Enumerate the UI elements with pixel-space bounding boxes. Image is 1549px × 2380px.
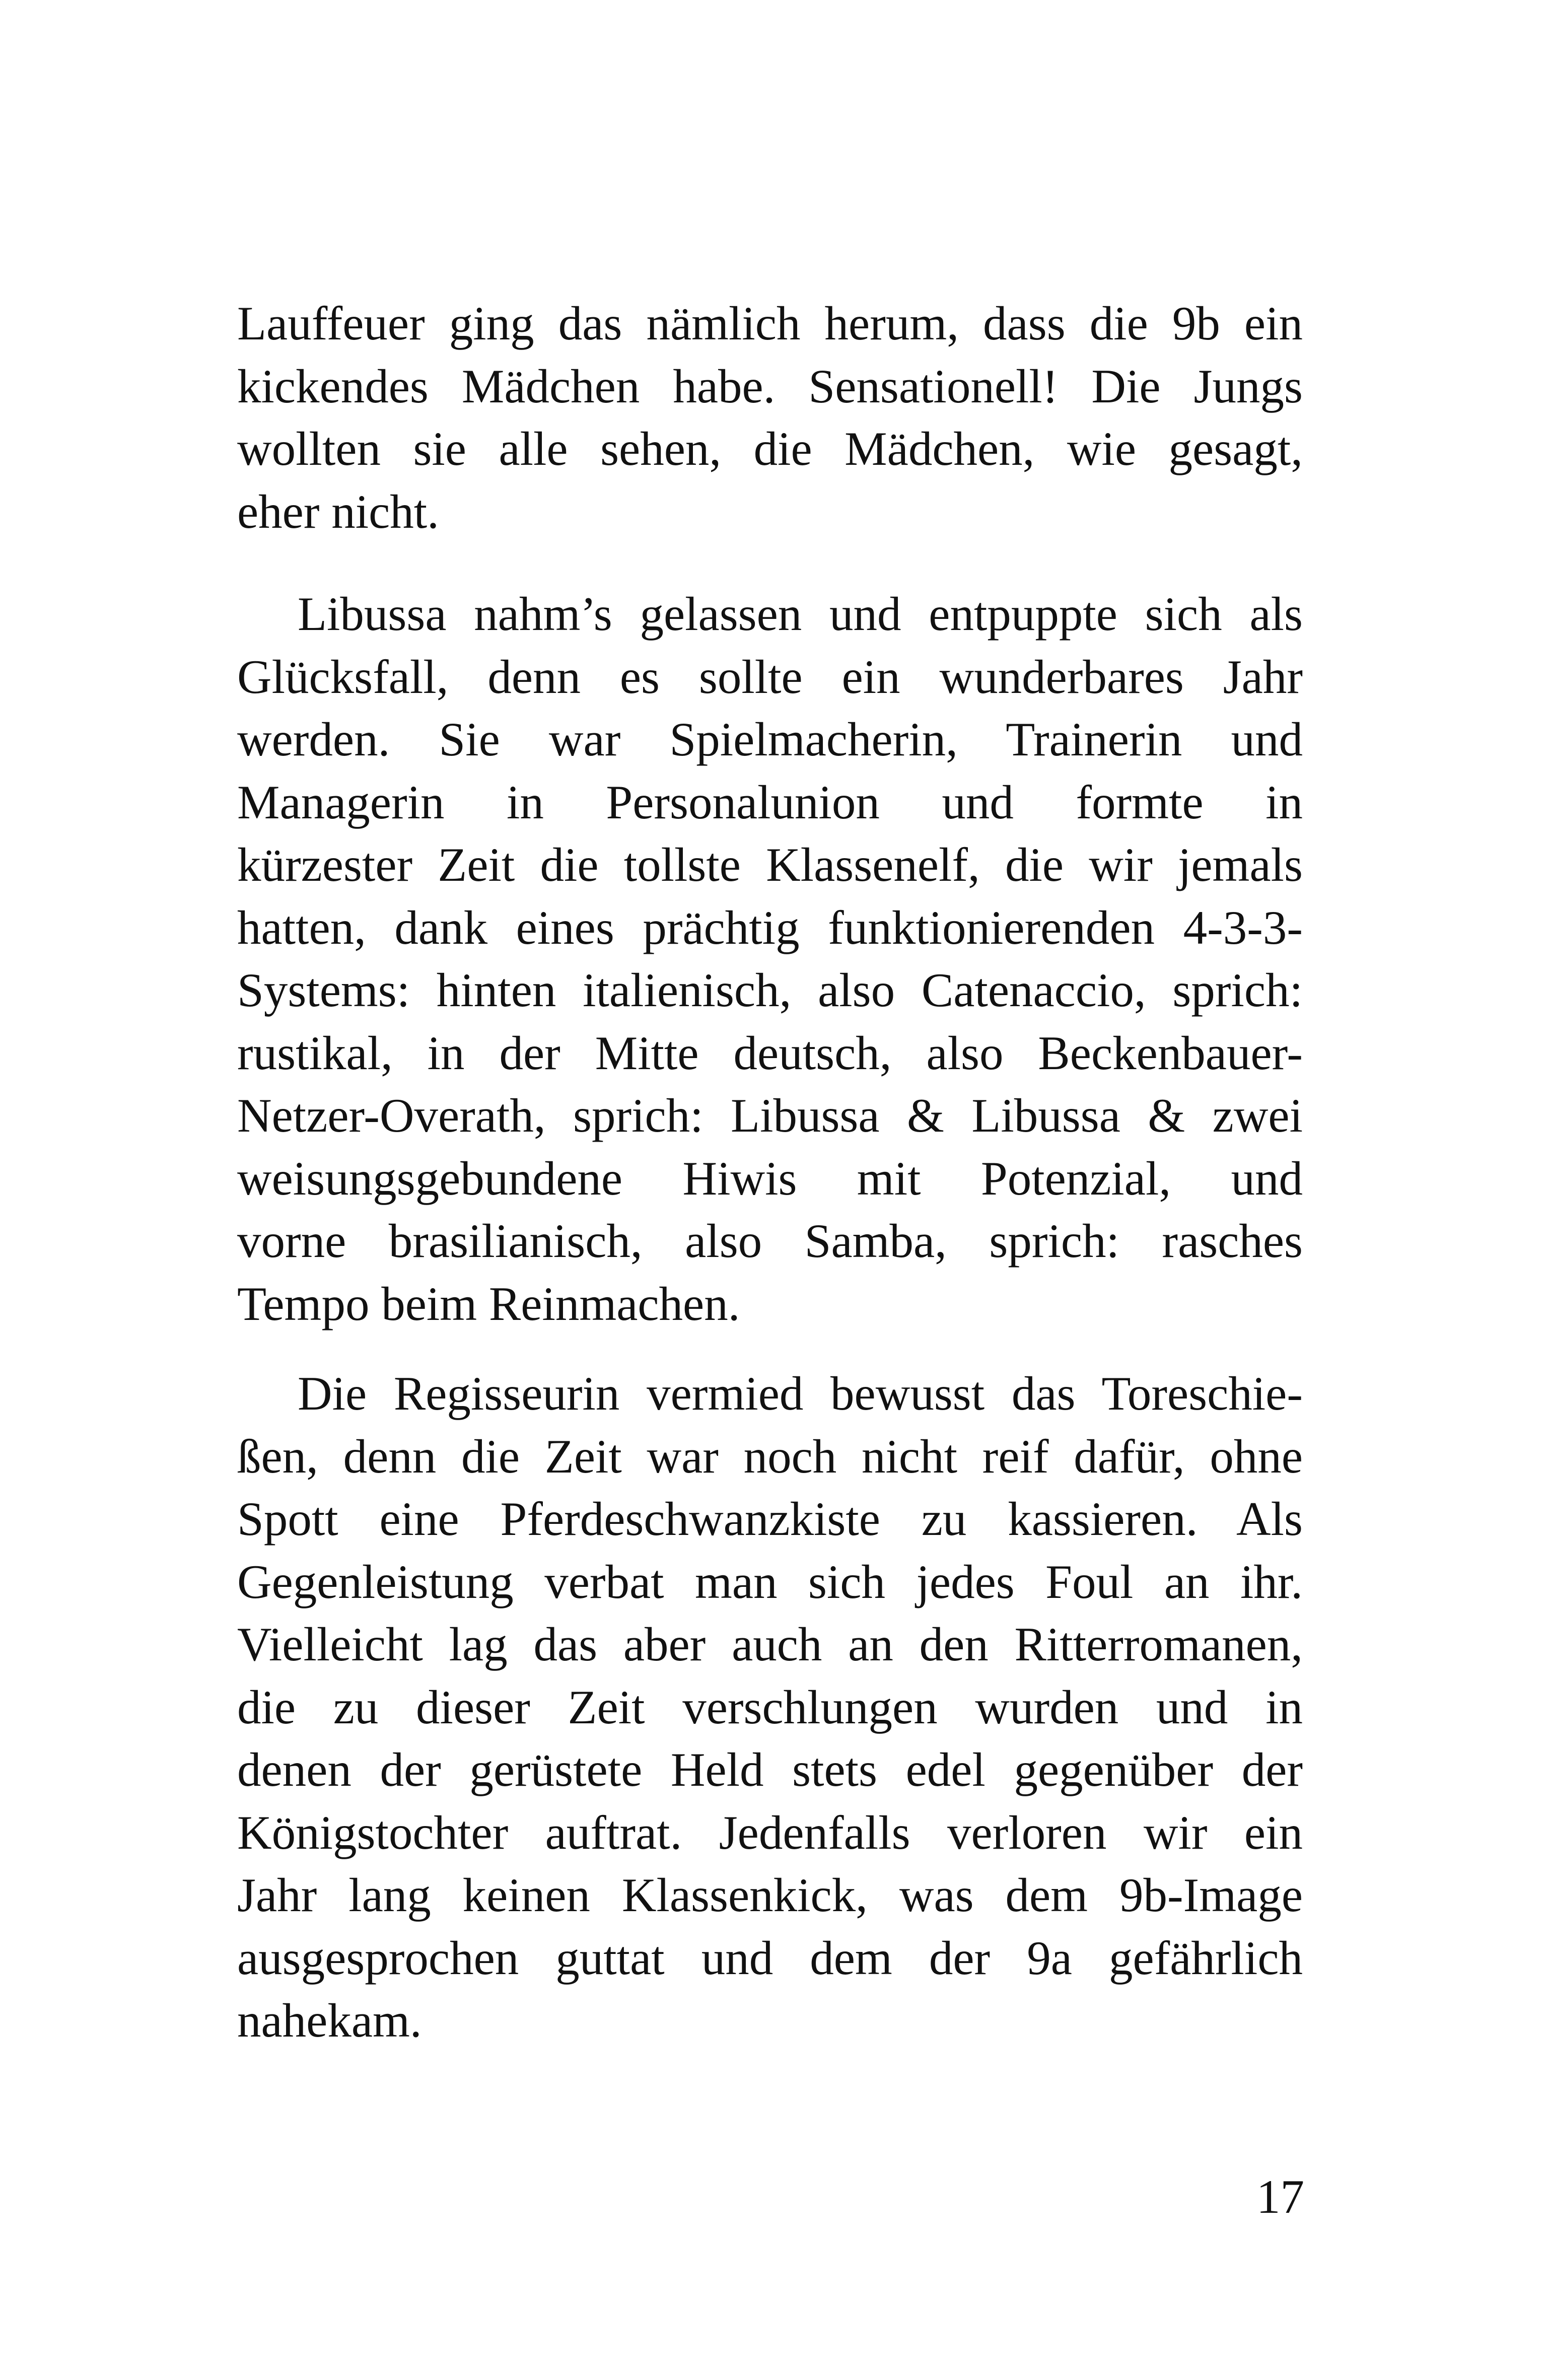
text-line: Vielleicht lag das aber auch an den Ritterromanen, bbox=[237, 1618, 1303, 1671]
text-line: Glücksfall, denn es sollte ein wunderbares Jahr bbox=[237, 650, 1303, 704]
text-line: kickendes Mädchen habe. Sensationell! Die Jungs bbox=[237, 359, 1303, 413]
text-line: hatten, dank eines prächtig funktionierenden 4-3-3- bbox=[237, 900, 1303, 954]
text-line: eher nicht. bbox=[237, 484, 439, 538]
text-line: Königstochter auftrat. Jedenfalls verloren wir ein bbox=[237, 1805, 1303, 1859]
paragraph-2 bbox=[237, 583, 1303, 1335]
text-line: Tempo beim Reinmachen. bbox=[237, 1277, 740, 1331]
text-line: kürzester Zeit die tollste Klassenelf, die wir jemals bbox=[237, 838, 1303, 891]
text-line: Lauffeuer ging das nämlich herum, dass die 9b ein bbox=[237, 297, 1303, 350]
text-line: Jahr lang keinen Klassenkick, was dem 9b-Image bbox=[237, 1868, 1303, 1922]
text-line: wollten sie alle sehen, die Mädchen, wie gesagt, bbox=[237, 422, 1303, 475]
page-number: 17 bbox=[1256, 2170, 1304, 2223]
text-line: vorne brasilianisch, also Samba, sprich: rasches bbox=[237, 1214, 1303, 1268]
text-line: Libussa nahm’s gelassen und entpuppte sich als bbox=[298, 587, 1303, 641]
text-line: Spott eine Pferdeschwanzkiste zu kassieren. Als bbox=[237, 1492, 1303, 1546]
text-line: Systems: hinten italienisch, also Catenaccio, sprich: bbox=[237, 963, 1303, 1017]
text-line: Managerin in Personalunion und formte in bbox=[237, 775, 1303, 829]
text-line: ßen, denn die Zeit war noch nicht reif dafür, ohne bbox=[237, 1429, 1303, 1483]
text-line: werden. Sie war Spielmacherin, Trainerin und bbox=[237, 713, 1303, 766]
text-line: rustikal, in der Mitte deutsch, also Beckenbauer- bbox=[237, 1026, 1303, 1080]
text-line: die zu dieser Zeit verschlungen wurden und in bbox=[237, 1680, 1303, 1734]
text-line: Gegenleistung verbat man sich jedes Foul an ihr. bbox=[237, 1555, 1303, 1608]
paragraph-1 bbox=[237, 292, 1303, 543]
text-line: Netzer-Overath, sprich: Libussa & Libussa & zwei bbox=[237, 1089, 1303, 1142]
text-line: ausgesprochen guttat und dem der 9a gefährlich bbox=[237, 1931, 1303, 1985]
text-line: weisungsgebundene Hiwis mit Potenzial, und bbox=[237, 1151, 1303, 1205]
paragraph-3 bbox=[237, 1362, 1303, 2052]
text-line: denen der gerüstete Held stets edel gegenüber der bbox=[237, 1743, 1303, 1796]
text-line: nahekam. bbox=[237, 1994, 422, 2047]
text-line: Die Regisseurin vermied bewusst das Toreschie- bbox=[298, 1367, 1303, 1420]
